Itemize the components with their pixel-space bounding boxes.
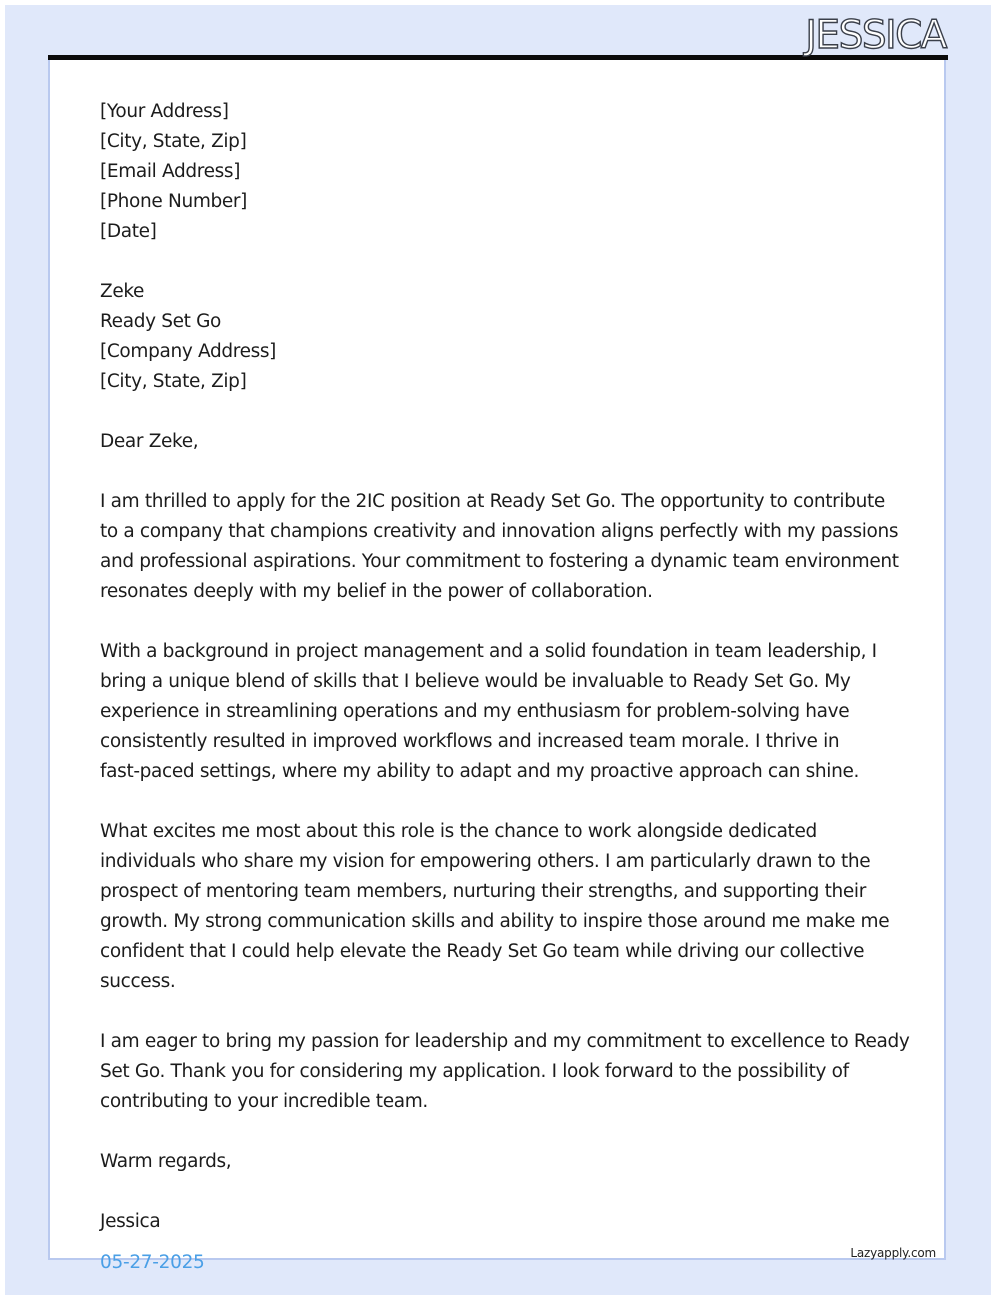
recipient-block (100, 277, 900, 397)
sender-date: [Date] (100, 221, 157, 242)
sender-city-state-zip: [City, State, Zip] (100, 131, 247, 152)
paragraph-line: bring a unique blend of skills that I believe would be invaluable to Ready Set Go. My (100, 671, 851, 692)
closing: Warm regards, (100, 1151, 232, 1172)
paragraph-line: What excites me most about this role is the chance to work alongside dedicated (100, 821, 817, 842)
recipient-address: [Company Address] (100, 341, 277, 362)
footer-date: 05-27-2025 (100, 1252, 205, 1273)
paragraph-line: resonates deeply with my belief in the power of collaboration. (100, 581, 653, 602)
paragraph-line: to a company that champions creativity and innovation aligns perfectly with my passions (100, 521, 899, 542)
paragraph-line: I am eager to bring my passion for leadership and my commitment to excellence to Ready (100, 1031, 910, 1052)
paragraph-line: Set Go. Thank you for considering my application. I look forward to the possibility of (100, 1061, 849, 1082)
sender-phone: [Phone Number] (100, 191, 248, 212)
body-paragraph (100, 817, 900, 997)
sender-email: [Email Address] (100, 161, 241, 182)
recipient-city-state-zip: [City, State, Zip] (100, 371, 247, 392)
cover-letter-body (100, 97, 910, 1237)
sender-address: [Your Address] (100, 101, 229, 122)
watermark-link[interactable]: Lazyapply.com (850, 1246, 936, 1260)
paragraph-line: fast-paced settings, where my ability to adapt and my proactive approach can shine. (100, 761, 860, 782)
signature: Jessica (100, 1211, 161, 1232)
paragraph-line: confident that I could help elevate the Ready Set Go team while driving our collective (100, 941, 865, 962)
paragraph-line: success. (100, 971, 176, 992)
paragraph-line: I am thrilled to apply for the 2IC position at Ready Set Go. The opportunity to contribute (100, 491, 885, 512)
paragraph-line: With a background in project management and a solid foundation in team leadership, I (100, 641, 877, 662)
body-paragraph (100, 637, 900, 787)
paragraph-line: prospect of mentoring team members, nurturing their strengths, and supporting their (100, 881, 866, 902)
recipient-name: Zeke (100, 281, 145, 302)
paragraph-line: growth. My strong communication skills and ability to inspire those around me make me (100, 911, 890, 932)
body-paragraph (100, 1027, 910, 1117)
paragraph-line: consistently resulted in improved workflows and increased team morale. I thrive in (100, 731, 840, 752)
paragraph-line: experience in streamlining operations and my enthusiasm for problem-solving have (100, 701, 850, 722)
salutation: Dear Zeke, (100, 431, 199, 452)
paragraph-line: contributing to your incredible team. (100, 1091, 428, 1112)
paragraph-line: individuals who share my vision for empowering others. I am particularly drawn to the (100, 851, 871, 872)
body-paragraph (100, 487, 900, 607)
header-name: JESSICA (805, 13, 946, 58)
sender-block (100, 97, 900, 247)
paragraph-line: and professional aspirations. Your commitment to fostering a dynamic team environment (100, 551, 899, 572)
recipient-company: Ready Set Go (100, 311, 222, 332)
